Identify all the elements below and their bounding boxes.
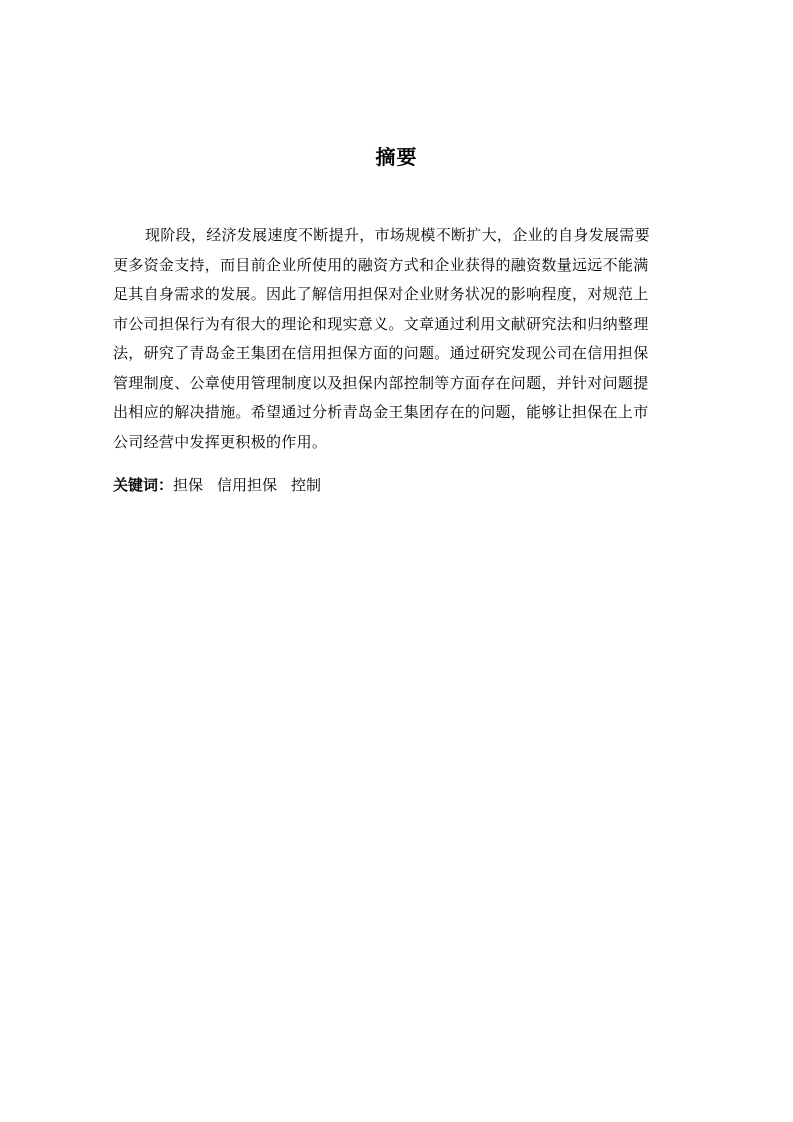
keyword-item: 担保 bbox=[173, 476, 204, 494]
keywords-line bbox=[113, 471, 679, 501]
abstract-line: 管理制度、公章使用管理制度以及担保内部控制等方面存在问题，并针对问题提 bbox=[113, 373, 649, 392]
keyword-item: 控制 bbox=[291, 476, 322, 494]
abstract-line: 法，研究了青岛金王集团在信用担保方面的问题。通过研究发现公司在信用担保 bbox=[113, 344, 649, 362]
abstract-line: 出相应的解决措施。希望通过分析青岛金王集团存在的问题，能够让担保在上市 bbox=[113, 403, 649, 421]
abstract-line: 市公司担保行为有很大的理论和现实意义。文章通过利用文献研究法和归纳整理 bbox=[113, 314, 649, 333]
abstract-line: 现阶段，经济发展速度不断提升，市场规模不断扩大，企业的自身发展需要 bbox=[145, 226, 650, 244]
abstract-line: 公司经营中发挥更积极的作用。 bbox=[113, 432, 328, 451]
keywords-label: 关键词： bbox=[113, 476, 174, 494]
keyword-item: 信用担保 bbox=[217, 476, 278, 494]
abstract-line: 足其自身需求的发展。因此了解信用担保对企业财务状况的影响程度，对规范上 bbox=[113, 285, 649, 303]
abstract-body bbox=[113, 221, 679, 457]
abstract-line: 更多资金支持，而目前企业所使用的融资方式和企业获得的融资数量远远不能满 bbox=[113, 255, 649, 274]
abstract-title: 摘要 bbox=[375, 145, 418, 169]
